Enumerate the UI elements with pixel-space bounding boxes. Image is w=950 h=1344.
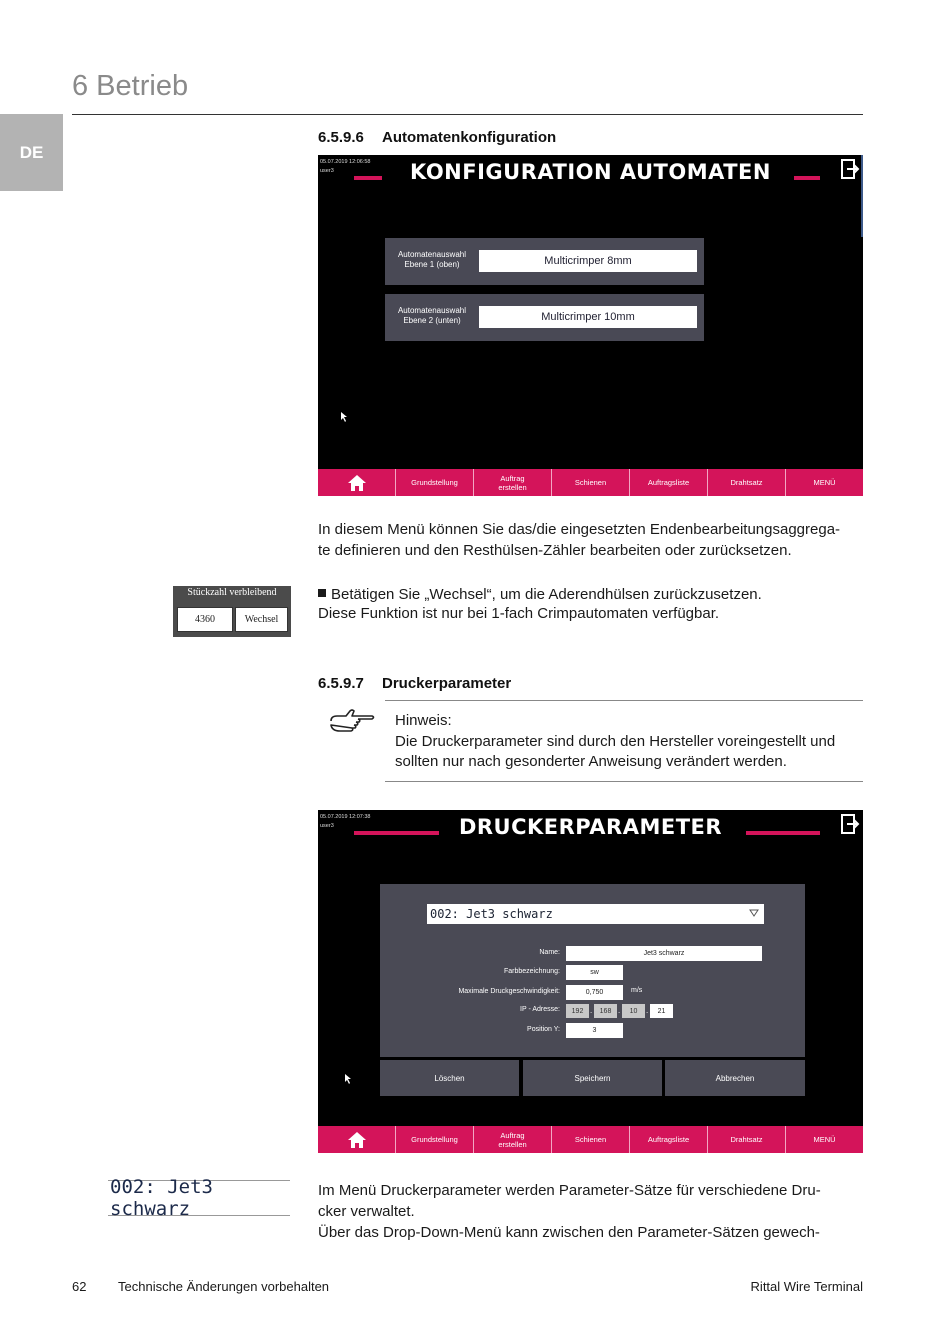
screen-edge: [861, 155, 863, 237]
nav-grundstellung-button[interactable]: Grundstellung: [396, 1126, 474, 1153]
widget-title: Stückzahl verbleibend: [187, 587, 277, 598]
section1-paragraph: [318, 519, 864, 561]
section-number: 6.5.9.6: [318, 129, 364, 146]
screen-title: DRUCKERPARAMETER: [458, 815, 723, 839]
paragraph-line: te definieren und den Resthülsen-Zähler bearbeiten oder zurücksetzen.: [318, 542, 792, 559]
mouse-cursor-icon: [345, 1074, 352, 1084]
home-icon: [347, 1131, 367, 1149]
screen-title: KONFIGURATION AUTOMATEN: [410, 160, 771, 184]
machine-select-label: [389, 250, 475, 270]
paragraph-line: Über das Drop-Down-Menü kann zwischen den Parameter-Sätzen gewech-: [318, 1224, 820, 1241]
label-line: Automatenauswahl: [397, 250, 467, 259]
speed-label: Maximale Druckgeschwindigkeit:: [458, 988, 560, 995]
nav-home-button[interactable]: [318, 1126, 396, 1153]
language-tab: DE: [0, 114, 63, 191]
nav-grundstellung-button[interactable]: Grundstellung: [396, 469, 474, 496]
section-number: 6.5.9.7: [318, 675, 364, 692]
screen-timestamp: 05.07.2019 12:06:58: [320, 159, 371, 165]
ip-separator: .: [646, 1006, 649, 1015]
exit-icon[interactable]: [840, 158, 860, 180]
note-title: Hinweis:: [395, 712, 452, 729]
ip-octet-field[interactable]: 10: [622, 1004, 645, 1018]
delete-button[interactable]: Löschen: [380, 1060, 519, 1096]
screenshot-konfiguration-automaten: [318, 155, 863, 496]
ip-octet-field[interactable]: 168: [594, 1004, 617, 1018]
nav-auftrag-erstellen-button[interactable]: [474, 469, 552, 496]
label-line: Ebene 1 (oben): [404, 260, 460, 269]
nav-label: erstellen: [498, 1139, 527, 1149]
section-title: Automatenkonfiguration: [382, 129, 557, 146]
nav-label: Auftrag: [500, 1130, 525, 1140]
chevron-down-icon: [749, 909, 759, 917]
note-line: Die Druckerparameter sind durch den Hersteller voreingestellt und: [395, 733, 836, 750]
ip-separator: .: [618, 1006, 621, 1015]
paragraph-line: In diesem Menü können Sie das/die eingesetzten Endenbearbeitungsaggrega-: [318, 521, 841, 538]
dropdown-thumbnail: 002: Jet3 schwarz: [108, 1180, 290, 1216]
section-heading-druckerparameter: [318, 675, 511, 692]
wechsel-button[interactable]: Wechsel: [235, 607, 288, 632]
bottom-navigation: [318, 1126, 863, 1153]
paragraph-line: Im Menü Druckerparameter werden Parameter-Sätze für verschiedene Dru-: [318, 1182, 821, 1199]
name-label: Name:: [539, 949, 560, 956]
bottom-navigation: [318, 469, 863, 496]
instruction-bullet: [318, 586, 762, 622]
note-box: [395, 711, 863, 772]
machine-select-field[interactable]: Multicrimper 10mm: [479, 306, 697, 328]
speed-field[interactable]: 0,750: [566, 985, 623, 1000]
nav-menu-button[interactable]: MENÜ: [813, 1135, 836, 1144]
nav-drahtsatz-button[interactable]: Drahtsatz: [708, 1126, 786, 1153]
nav-menu-button[interactable]: MENÜ: [813, 478, 836, 487]
dropdown-value: 002: Jet3 schwarz: [430, 907, 553, 921]
label-line: Automatenauswahl: [397, 306, 467, 315]
mouse-cursor-icon: [341, 412, 348, 422]
machine-select-label: [389, 306, 475, 326]
position-label: Position Y:: [527, 1026, 560, 1033]
nav-drahtsatz-button[interactable]: Drahtsatz: [708, 469, 786, 496]
nav-schienen-button[interactable]: Schienen: [552, 1126, 630, 1153]
ip-separator: .: [590, 1006, 593, 1015]
home-icon: [347, 474, 367, 492]
section-heading-automatenkonfiguration: [318, 129, 556, 146]
screen-user: user3: [320, 168, 334, 174]
nav-auftragsliste-button[interactable]: Auftragsliste: [630, 1126, 708, 1153]
machine-select-field[interactable]: Multicrimper 8mm: [479, 250, 697, 272]
chapter-title: 6 Betrieb: [72, 70, 189, 102]
screen-timestamp: 05.07.2019 12:07:38: [320, 814, 371, 820]
printer-parameter-panel: [380, 884, 805, 1057]
nav-auftrag-erstellen-button[interactable]: [474, 1126, 552, 1153]
page-number: 62: [72, 1279, 87, 1294]
machine-select-level-2: [385, 294, 704, 341]
section2-paragraph: [318, 1180, 864, 1243]
save-button[interactable]: Speichern: [523, 1060, 662, 1096]
bullet-square-icon: [318, 589, 326, 597]
nav-schienen-button[interactable]: Schienen: [552, 469, 630, 496]
cancel-button[interactable]: Abbrechen: [665, 1060, 805, 1096]
ip-label: IP - Adresse:: [520, 1006, 560, 1013]
bullet-note: Diese Funktion ist nur bei 1-fach Crimpautomaten verfügbar.: [318, 605, 720, 622]
label-line: Ebene 2 (unten): [403, 316, 461, 325]
position-field[interactable]: 3: [566, 1023, 623, 1038]
footer-notice: Technische Änderungen vorbehalten: [118, 1279, 330, 1294]
note-rule-top: [385, 700, 863, 701]
screenshot-druckerparameter: [318, 810, 863, 1153]
note-rule-bottom: [385, 781, 863, 782]
remaining-count-widget: [173, 586, 291, 637]
nav-label: Auftrag: [500, 473, 525, 483]
name-field[interactable]: Jet3 schwarz: [566, 946, 762, 961]
nav-auftragsliste-button[interactable]: Auftragsliste: [630, 469, 708, 496]
pointing-hand-icon: [328, 707, 376, 737]
color-label: Farbbezeichnung:: [503, 968, 560, 975]
screen-user: user3: [320, 823, 334, 829]
ip-octet-field[interactable]: 21: [650, 1004, 673, 1018]
note-line: sollten nur nach gesonderter Anweisung verändert werden.: [395, 753, 787, 770]
machine-select-level-1: [385, 238, 704, 285]
nav-label: erstellen: [498, 482, 527, 492]
speed-unit: m/s: [631, 987, 643, 994]
ip-octet-field[interactable]: 192: [566, 1004, 589, 1018]
header-rule: [72, 114, 863, 115]
remaining-count-value: 4360: [177, 607, 233, 632]
parameter-set-dropdown[interactable]: [427, 904, 764, 924]
exit-icon[interactable]: [840, 813, 860, 835]
nav-home-button[interactable]: [318, 469, 396, 496]
color-field[interactable]: sw: [566, 965, 623, 980]
section-title: Druckerparameter: [382, 675, 512, 692]
paragraph-line: cker verwaltet.: [318, 1203, 415, 1220]
bullet-text: Betätigen Sie „Wechsel“, um die Aderendhülsen zurückzusetzen.: [331, 586, 762, 603]
footer-brand: Rittal Wire Terminal: [750, 1279, 863, 1294]
